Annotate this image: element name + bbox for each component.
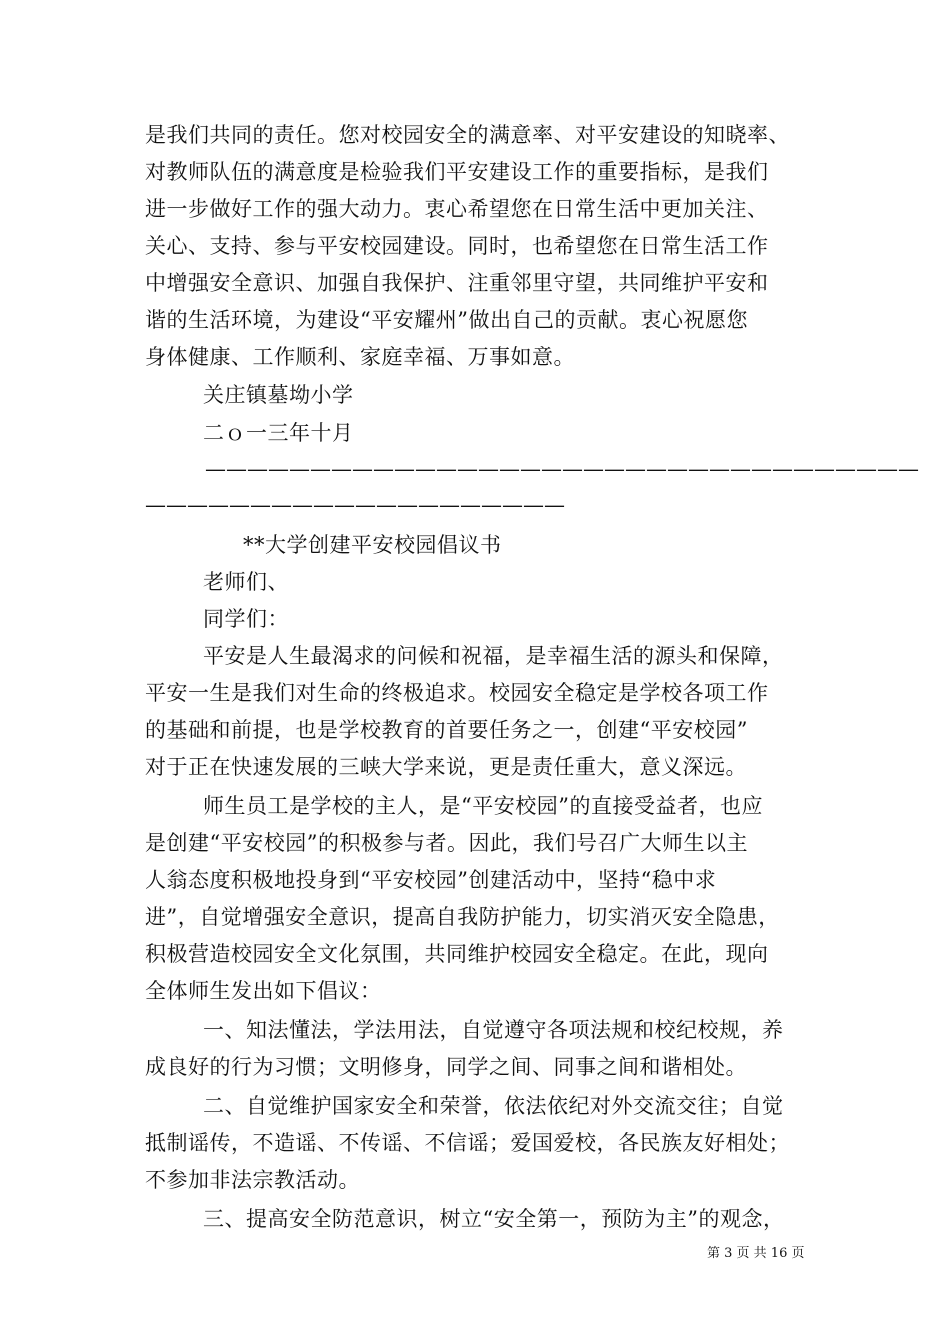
body-line: 进”，自觉增强安全意识，提高自我防护能力，切实消灭安全隐患，: [145, 905, 780, 929]
body-line: 对于正在快速发展的三峡大学来说，更是责任重大，意义深远。: [145, 755, 747, 779]
body-line: 关心、支持、参与平安校园建设。同时，也希望您在日常生活工作: [145, 234, 769, 258]
body-line: 平安一生是我们对生命的终极追求。校园安全稳定是学校各项工作: [145, 681, 769, 705]
separator-line: ——————————————————————————————————: [205, 457, 919, 481]
salutation-line: 老师们、: [203, 570, 289, 594]
body-line: 平安是人生最渴求的问候和祝福，是幸福生活的源头和保障，: [203, 644, 784, 668]
body-line: 身体健康、工作顺利、家庭幸福、万事如意。: [145, 345, 575, 369]
body-line: 全体师生发出如下倡议：: [145, 979, 382, 1003]
document-title: **大学创建平安校园倡议书: [243, 533, 502, 557]
body-line: 不参加非法宗教活动。: [145, 1168, 360, 1192]
body-line: 抵制谣传，不造谣、不传谣、不信谣；爱国爱校，各民族友好相处；: [145, 1131, 790, 1155]
body-line: 三、提高安全防范意识，树立“安全第一，预防为主”的观念，: [203, 1207, 785, 1231]
separator-line: ————————————————————: [145, 493, 565, 517]
body-line: 积极营造校园安全文化氛围，共同维护校园安全稳定。在此，现向: [145, 942, 769, 966]
body-line: 师生员工是学校的主人，是“平安校园”的直接受益者，也应: [203, 794, 763, 818]
body-line: 中增强安全意识、加强自我保护、注重邻里守望，共同维护平安和: [145, 271, 769, 295]
signature-date: 二ｏ一三年十月: [203, 421, 354, 445]
body-line: 的基础和前提，也是学校教育的首要任务之一，创建“平安校园”: [145, 718, 748, 742]
salutation-line: 同学们：: [203, 607, 289, 631]
body-line: 是我们共同的责任。您对校园安全的满意率、对平安建设的知晓率、: [145, 123, 790, 147]
body-line: 谐的生活环境，为建设“平安耀州”做出自己的贡献。衷心祝愿您: [145, 308, 748, 332]
body-line: 对教师队伍的满意度是检验我们平安建设工作的重要指标，是我们: [145, 160, 769, 184]
body-line: 一、知法懂法，学法用法，自觉遵守各项法规和校纪校规，养: [203, 1018, 784, 1042]
signature-school: 关庄镇墓坳小学: [203, 383, 354, 407]
body-line: 成良好的行为习惯；文明修身，同学之间、同事之间和谐相处。: [145, 1055, 747, 1079]
body-line: 人翁态度积极地投身到“平安校园”创建活动中，坚持“稳中求: [145, 868, 717, 892]
page-number: 第 3 页 共 16 页: [707, 1246, 805, 1261]
body-line: 是创建“平安校园”的积极参与者。因此，我们号召广大师生以主: [145, 831, 748, 855]
body-line: 进一步做好工作的强大动力。衷心希望您在日常生活中更加关注、: [145, 197, 769, 221]
body-line: 二、自觉维护国家安全和荣誉，依法依纪对外交流交往；自觉: [203, 1094, 784, 1118]
